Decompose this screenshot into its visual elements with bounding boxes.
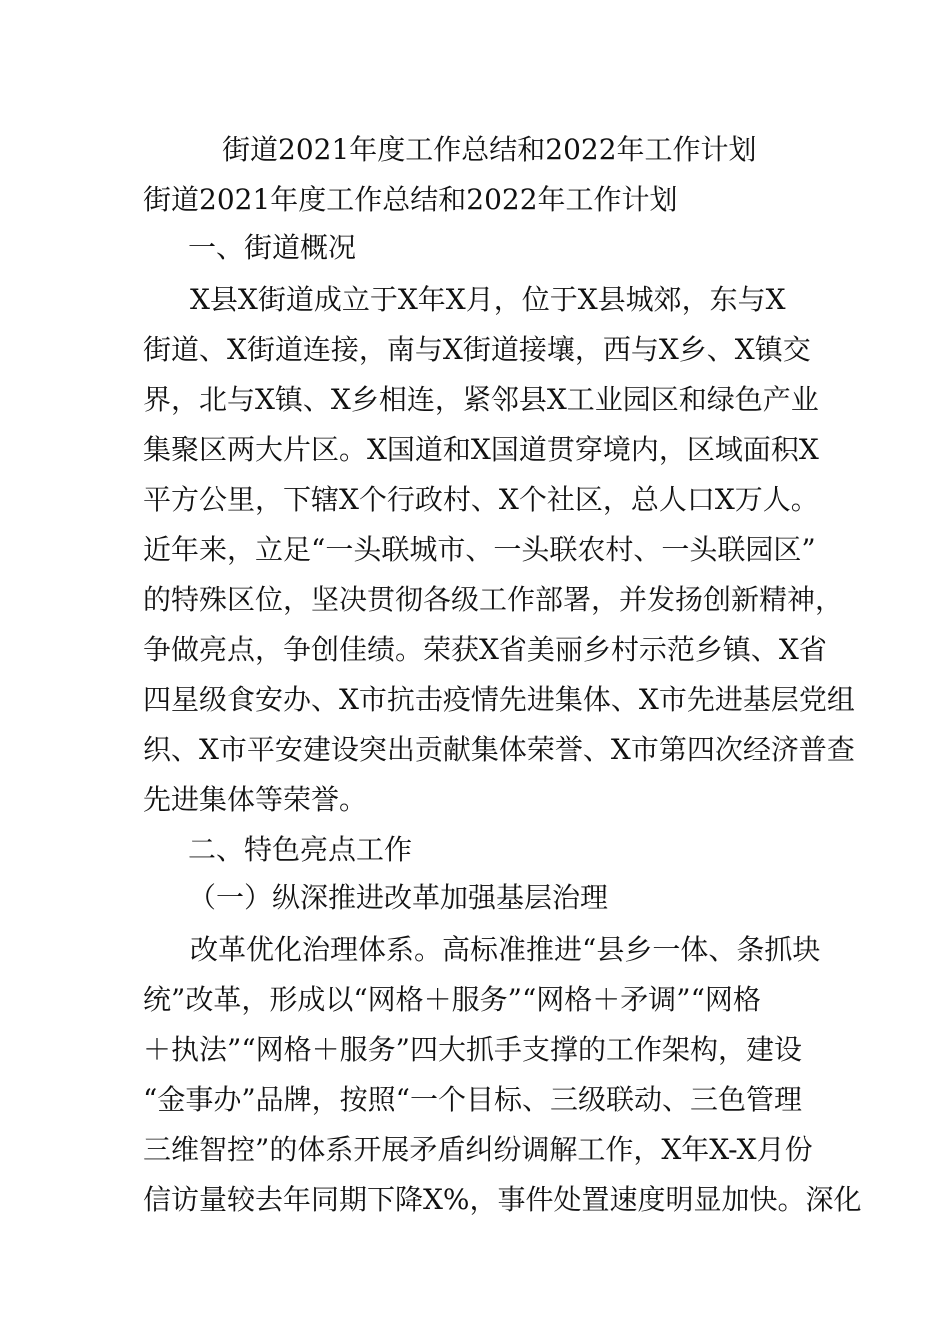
paragraph-line: 平方公里，下辖X个行政村、X个社区，总人口X万人。	[143, 483, 819, 516]
paragraph-line: 界，北与X镇、X乡相连，紧邻县X工业园区和绿色产业	[143, 383, 819, 416]
paragraph-line: 先进集体等荣誉。	[143, 783, 368, 816]
subsection-heading: （一）纵深推进改革加强基层治理	[188, 881, 609, 914]
paragraph-line: ＋执法”“网格＋服务”四大抓手支撑的工作架构，建设	[143, 1033, 802, 1066]
document-subtitle: 街道2021年度工作总结和2022年工作计划	[143, 183, 678, 216]
document-title: 街道2021年度工作总结和2022年工作计划	[222, 133, 757, 166]
paragraph-line: 改革优化治理体系。高标准推进“县乡一体、条抓块	[190, 933, 821, 966]
paragraph-line: 织、X市平安建设突出贡献集体荣誉、X市第四次经济普查	[143, 733, 855, 766]
paragraph-line: “金事办”品牌，按照“一个目标、三级联动、三色管理	[143, 1083, 802, 1116]
paragraph-line: 街道、X街道连接，南与X街道接壤，西与X乡、X镇交	[143, 333, 811, 366]
paragraph-line: 四星级食安办、X市抗击疫情先进集体、X市先进基层党组	[143, 683, 855, 716]
paragraph-line: 近年来，立足“一头联城市、一头联农村、一头联园区”	[143, 533, 816, 566]
section-heading-overview: 一、街道概况	[188, 231, 357, 264]
paragraph-line: 集聚区两大片区。X国道和X国道贯穿境内，区域面积X	[143, 433, 819, 466]
paragraph-line: 信访量较去年同期下降X%，事件处置速度明显加快。深化	[143, 1183, 862, 1216]
paragraph-line: 统”改革，形成以“网格＋服务”“网格＋矛调”“网格	[143, 983, 761, 1016]
paragraph-line: X县X街道成立于X年X月，位于X县城郊，东与X	[190, 283, 786, 316]
paragraph-line: 争做亮点，争创佳绩。荣获X省美丽乡村示范乡镇、X省	[143, 633, 827, 666]
section-heading-highlights: 二、特色亮点工作	[188, 833, 413, 866]
paragraph-line: 三维智控”的体系开展矛盾纠纷调解工作，X年X-X月份	[143, 1133, 813, 1166]
paragraph-line: 的特殊区位，坚决贯彻各级工作部署，并发扬创新精神，	[143, 583, 844, 616]
